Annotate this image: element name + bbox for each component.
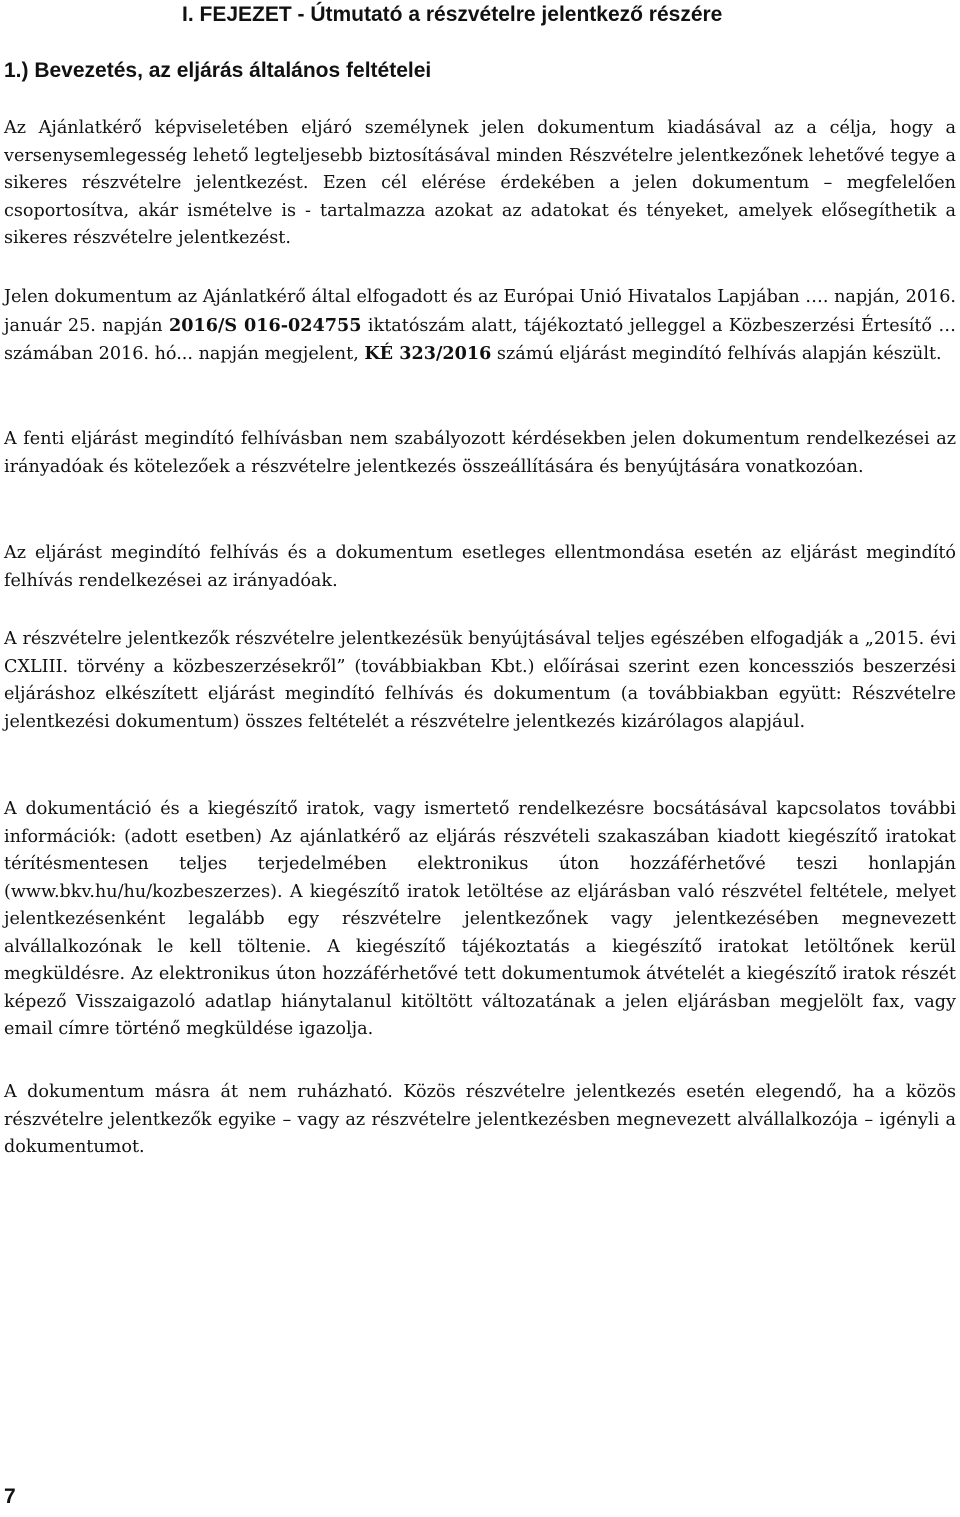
paragraph-documentation: A dokumentáció és a kiegészítő iratok, vagy ismertető rendelkezésre bocsátásával kapcsolatos további információk: (adott esetben) Az ajánlatkérő az eljárás részvételi szakaszában kiadott kiegészítő iratokat térítésmentesen teljes terjedelmében elektronikus úton hozzáférhetővé teszi honlapján (www.bkv.hu/hu/kozbeszerzes). A kiegészítő iratok letöltése az eljárásban való részvétel feltétele, melyet jelentkezésenként legalább egy részvételre jelentkezőnek vagy jelentkezésében megnevezett alvállalkozónak le kell töltenie. A kiegészítő tájékoztatás a kiegészítő iratokat letöltőnek kerül megküldésre. Az elektronikus úton hozzáférhetővé tett dokumentumok átvételét a kiegészítő iratok részét képező Visszaigazoló adatlap hiánytalanul kitöltött változatának a jelen eljárásban megjelölt fax, vagy email címre történő megküldése igazolja. [4,799,956,1039]
page-number: 7 [4,1485,16,1508]
paragraph-contradiction: Az eljárást megindító felhívás és a dokumentum esetleges ellentmondása esetén az eljárást megindító felhívás rendelkezései az irányadóak. [4,543,956,591]
registration-number: 2016/S 016-024755 [169,314,362,336]
paragraph-publication-text-2: iktatószám alatt, tájékoztató jelleggel a Közbeszerzési Értesítő … számában 2016. hó... napján megjelent, [4,315,956,364]
chapter-title: I. FEJEZET - Útmutató a részvételre jelentkező részére [182,3,723,26]
paragraph-governing-rules: A fenti eljárást megindító felhívásban nem szabályozott kérdésekben jelen dokumentum rendelkezései az irányadóak és kötelezőek a részvételre jelentkezés összeállítására és benyújtására vonatkozóan. [4,429,956,477]
paragraph-publication-text-1: Jelen dokumentum az Ajánlatkérő által elfogadott és az Európai Unió Hivatalos Lapjában …. napján, 2016. január 25. napján [4,287,956,336]
paragraph-transferability: A dokumentum másra át nem ruházható. Közös részvételre jelentkezés esetén elegendő, ha a közös részvételre jelentkezők egyike – vagy az részvételre jelentkezésben megnevezett alvállalkozója – igényli a dokumentumot. [4,1082,956,1157]
paragraph-acceptance: A részvételre jelentkezők részvételre jelentkezésük benyújtásával teljes egészében elfogadják a „2015. évi CXLIII. törvény a közbeszerzésekről” (továbbiakban Kbt.) előírásai szerint ezen koncessziós beszerzési eljáráshoz elkészített eljárást megindító felhívás és dokumentum (a továbbiakban együtt: Részvételre jelentkezési dokumentum) összes feltételét a részvételre jelentkezés kizárólagos alapjául. [4,629,956,732]
paragraph-publication-text-3: számú eljárást megindító felhívás alapján készült. [491,344,942,364]
paragraph-introduction: Az Ajánlatkérő képviseletében eljáró személynek jelen dokumentum kiadásával az a célja, hogy a versenysemlegesség lehető legteljesebb biztosításával minden Részvételre jelentkezőnek lehetővé tegye a sikeres részvételre jelentkezést. Ezen cél elérése érdekében a jelen dokumentum – megfelelően csoportosítva, akár ismételve is - tartalmazza azokat az adatokat és tényeket, amelyek elősegíthetik a sikeres részvételre jelentkezést. [4,118,956,248]
paragraph-publication [4,284,956,369]
section-title: 1.) Bevezetés, az eljárás általános feltételei [4,59,432,82]
ke-reference: KÉ 323/2016 [364,343,492,364]
